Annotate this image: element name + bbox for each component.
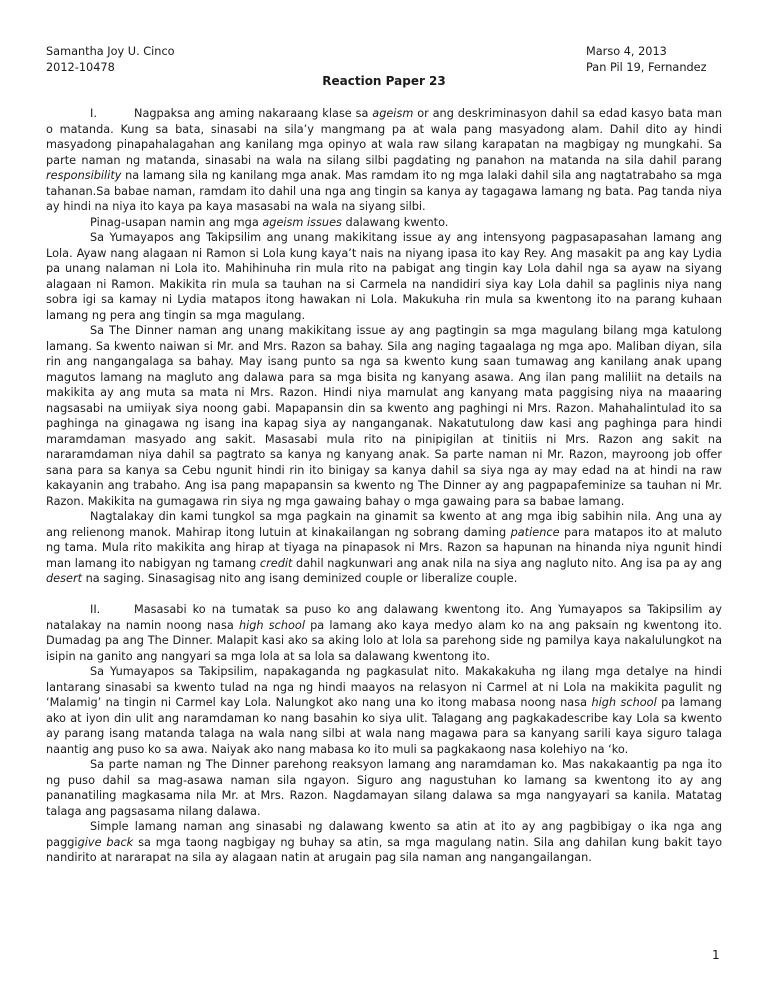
section-1-paragraph-3: Sa Yumayapos ang Takipsilim ang unang makikitang issue ay ang intensyong pagpasapasahan lamang ang Lola. Ayaw nang alagaan ni Ramon si Lola kung kaya’t nais na niyang ipasa ito kay Rey. Ang masakit pa ang kay Lydia pa unang nalaman ni Lola ito. Mahihinuha rin mula rito na pabigat ang tingin kay Lola dahil nga sa ayaw na siyang alagaan ni Ramon. Makikita rin mula sa tauhan na si Carmela na nandidiri siya kay Lola dahil sa paglinis niya nang sobra igi sa kamay ni Lydia matapos itong hawakan ni Lola. Makukuha rin mula sa kwentong ito na parang kuhaan lamang ng pera ang tingin sa mga magulang.: [46, 231, 722, 322]
section-1-paragraph-4: Sa The Dinner naman ang unang makikitang issue ay ang pagtingin sa mga magulang bilang mga katulong lamang. Sa kwento naiwan si Mr. and Mrs. Razon sa bahay. Sila ang naging tagaalaga ng mga apo. Maliban diyan, sila rin ang nangangalaga sa bahay. May isang punto sa nga sa kwento kung saan tumawag ang kanilang anak upang magutos lamang na magluto ang dalawa para sa mga bisita ng kanyang asawa. Ang ilan pang maliliit na details na makikita ay ang muta sa mata ni Mrs. Razon. Hindi niya mamulat ang kanyang mata paggising niya na maaaring nagsasabi na umiiyak siya noong gabi. Mapapansin din sa kwento ang paghingi ni Mrs. Razon. Mahahalintulad ito sa paghinga na ginagawa ng isang ina kapag siya ay nanganganak. Nakatutulong daw kasi ang paghinga para hindi maramdaman masyado ang sakit. Masasabi mula rito na pinipigilan at tinitiis ni Mrs. Razon ang sakit na nararamdaman niya dahil sa pagtrato sa kanya ng kanyang anak. Sa parte naman ni Mr. Razon, mayroong job offer sana para sa kanya sa Cebu ngunit hindi rin ito binigay sa kanya dahil sa siya nga ay may edad na at hindi na raw kakayanin ang trabaho. Ang isa pang mapapansin sa kwento ng The Dinner ay ang pagpapafeminize sa tauhan ni Mr. Razon. Makikita na gumagawa rin siya ng mga gawaing bahay o mga gawaing para sa babae lamang.: [46, 324, 722, 508]
section-1-paragraph-1: I. Nagpaksa ang aming nakaraang klase sa ageism or ang deskriminasyon dahil sa edad kasyo bata man o matanda. Kung sa bata, sinasabi na sila’y mangmang pa at wala pang masyadong alam. Dahil dito ay hindi masyadong pinapahalagahan ang kanilang mga opinyo at wala raw silang karapatan na magbigay ng mungkahi. Sa parte naman ng matanda, sinasabi na wala na silang silbi pagdating ng panahon na matanda na sila dahil parang responsibility na lamang sila ng kanilang mga anak. Mas ramdam ito ng mga lalaki dahil sila ang nagtatrabaho sa mga tahanan.Sa babae naman, ramdam ito dahil una nga ang tingin sa kanya ay tagagawa lamang ng bata. Pag tanda niya ay hindi na niya ito kaya pa kaya masasabi na wala na siyang silbi.: [46, 107, 722, 213]
course: Pan Pil 19, Fernandez: [586, 60, 707, 74]
section-gap: [46, 587, 722, 603]
section-2-paragraph-4: Simple lamang naman ang sinasabi ng dalawang kwento sa atin at ito ay ang pagbibigay o ika nga ang paggigive back sa mga taong nagbigay ng buhay sa atin, sa mga magulang natin. Sila ang dahilan kung bakit tayo nandirito at nararapat na sila ay alagaan natin at arugain pag sila naman ang nangangailangan.: [46, 820, 722, 864]
section-2-label: II.: [90, 603, 101, 616]
section-2-paragraph-1: II. Masasabi ko na tumatak sa puso ko ang dalawang kwentong ito. Ang Yumayapos sa Takipsilim ay natalakay na namin noong nasa high school pa lamang ako kaya medyo alam ko na ang paksain ng kwentong ito. Dumadag pa ang The Dinner. Malapit kasi ako sa aking lolo at lola sa parehong side ng pamilya kaya nakalulungkot na isipin na ganito ang nangyari sa mga lola at sa lola sa dalawang kwentong ito.: [46, 603, 722, 663]
section-1-paragraph-2: Pinag-usapan namin ang mga ageism issues dalawang kwento.: [90, 215, 449, 229]
document-body: [46, 106, 722, 866]
page-number: 1: [712, 948, 720, 962]
section-2-paragraph-2: Sa Yumayapos sa Takipsilim, napakaganda ng pagkasulat nito. Makakakuha ng ilang mga detalye na hindi lantarang sinasabi sa kwento tulad na nga ng hindi maayos na relasyon ni Carmel at ni Lola na makikita pagulit ng ‘Malamig’ na tingin ni Carmel kay Lola. Nalungkot ako nang una ko itong mabasa noong nasa high school pa lamang ako at iyon din ulit ang naramdaman ko nang basahin ko siya ulit. Talagang ang pagkakadescribe kay Lola sa kwento ay parang isang matanda talaga na wala nang silbi at wala nang magawa para sa kanyang sarili kaya siguro talaga naantig ang puso ko sa awa. Naiyak ako nang mabasa ko ito muli sa pagkakaong nasa kolehiyo na ‘ko.: [46, 665, 722, 756]
section-2-paragraph-3: Sa parte naman ng The Dinner parehong reaksyon lamang ang naramdaman ko. Mas nakakaantig pa nga ito ng puso dahil sa mag-asawa naman sila ngayon. Siguro ang nagustuhan ko lamang sa kwentong ito ay ang pananatiling magkasama nila Mr. at Mrs. Razon. Nagdamayan silang dalawa sa mga nangyayari sa kanila. Matatag talaga ang pagsasama nilang dalawa.: [46, 758, 722, 818]
date: Marso 4, 2013: [586, 45, 667, 58]
author-name: Samantha Joy U. Cinco: [46, 45, 175, 58]
page-title: Reaction Paper 23: [322, 74, 446, 88]
student-id: 2012-10478: [46, 60, 115, 74]
section-1-label: I.: [90, 107, 97, 120]
section-1-paragraph-5: Nagtalakay din kami tungkol sa mga pagkain na ginamit sa kwento at ang mga ibig sabihin nila. Ang una ay ang relienong manok. Mahirap itong lutuin at kinakailangan ng sobrang daming patience para matapos ito at maluto ng tama. Mula rito makikita ang hirap at tiyaga na pinapasok ni Mrs. Razon sa hapunan na hinanda niya ngunit hindi man lamang ito nabigyan ng tamang credit dahil nagkunwari ang anak nila na siya ang nagluto nito. Ang isa pa ay ang desert na saging. Sinasagisag nito ang isang deminized couple or liberalize couple.: [46, 510, 723, 585]
date-course-block: [586, 44, 707, 75]
author-block: [46, 44, 175, 75]
